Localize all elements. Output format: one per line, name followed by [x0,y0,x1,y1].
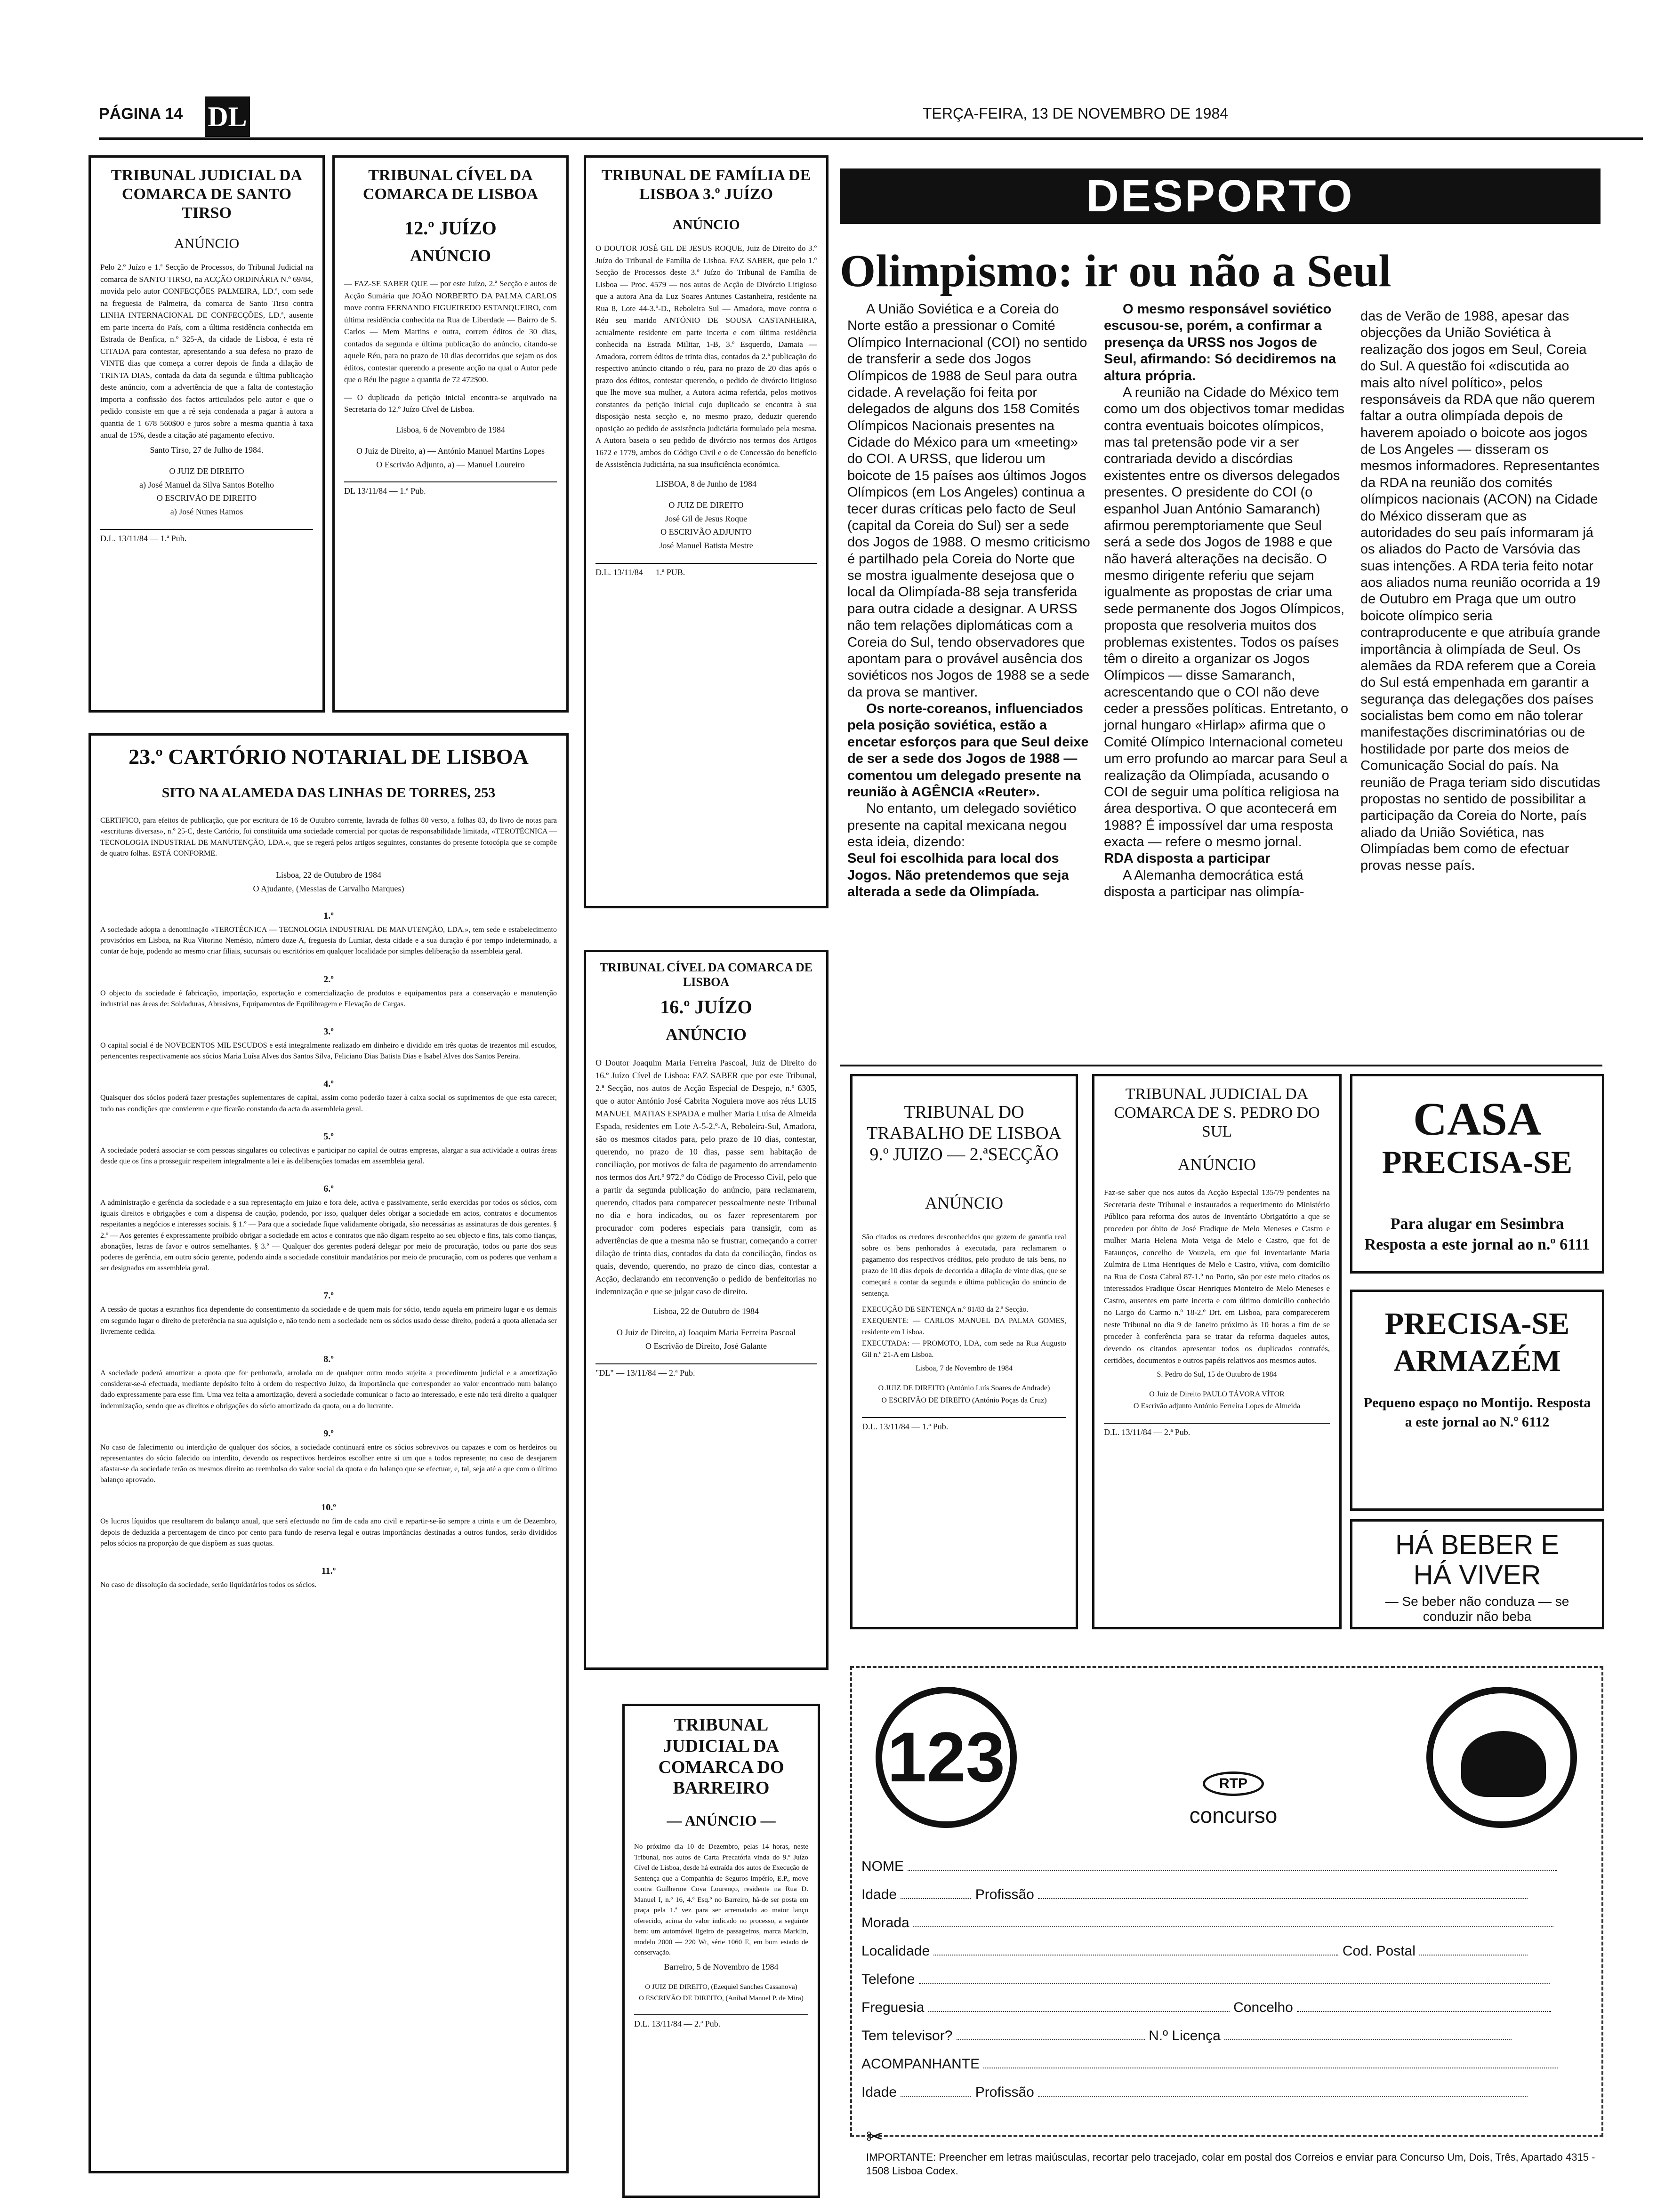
ad-headline-2: HÁ VIVER [1413,1559,1541,1590]
notice-title: TRIBUNAL JUDICIAL DA COMARCA DE S. PEDRO DO SUL [1114,1085,1320,1141]
ad-text: Pequeno espaço no Montijo. Resposta a este jornal ao N.º 6112 [1363,1395,1591,1430]
notice-anuncio: — ANÚNCIO — [667,1812,776,1829]
judge-signature: O JUIZ DE DIREITO, (Ezequiel Sanches Cassanova) [645,1983,797,1991]
notice-body: O DOUTOR JOSÉ GIL DE JESUS ROQUE, Juiz de Direito do 3.º Juízo do Tribunal de Família de Lisboa. FAZ SABER, que pelo 1.º Secção de Processos deste 3.º Juízo do Tribunal de Família de Lisboa — Proc. 4579 — nos autos de Acção de Divórcio Litigioso que a autora Ana da Luz Soares Antunes Castanheira, residente na Rua 8, Lote 44-3.º-D., Reboleira Sul — Amadora, move contra o Réu seu marido ANTÓNIO DE SOUSA CASTANHEIRA, actualmente residente em parte incerta e com última residência conhecida na Estrada Militar, 1-B, 3.º Esquerdo, Damaia — Amadora, correm éditos de trinta dias, contados da 2.ª publicação do respectivo anúncio citando o réu, para no prazo de 20 dias após o prazo dos éditos, contestar querendo, o pedido de divórcio litigioso que lhe move sua mulher, a Autora acima referida, pelos motivos constantes da petição inicial cujo duplicado se encontra à sua disposição nesta secção e, no mesmo prazo, deduzir querendo oposição ao pedido de assistência judiciária formulado pela mesma. A Autora baseia o seu pedido de divórcio nos termos dos Artigos 1672 e 1779, ambos do Código Civil e o de Concessão do benefício de Assistência Judiciária, na sua insuficiência económica. [595,244,817,469]
field-freguesia[interactable]: Freguesia Concelho [861,2000,1551,2016]
scissors-icon: ✂ [866,2125,884,2149]
notice-title: TRIBUNAL DO TRABALHO DE LISBOA 9.º JUIZO — 2.ªSECÇÃO [867,1102,1062,1164]
notice-place-date: Lisboa, 7 de Novembro de 1984 [915,1364,1013,1373]
article-subheading: RDA disposta a participar [1104,851,1271,866]
clerk-signature: O Escrivão adjunto António Ferreira Lopes de Almeida [1133,1402,1301,1411]
notice-anuncio: ANÚNCIO [174,236,240,252]
contest-label: concurso [1189,1803,1278,1827]
notice-subtitle: SITO NA ALAMEDA DAS LINHAS DE TORRES, 253 [161,785,496,801]
section-banner [840,168,1601,224]
exequente-text: EXEQUENTE: — CARLOS MANUEL DA PALMA GOMES, residente em Lisboa. [862,1317,1066,1337]
notice-body: São citados os credores desconhecidos que gozem de garantia real sobre os bens penhorados à executada, para reclamarem o pagamento dos respectivos créditos, pelo produto de tais bens, no prazo de 10 dias depois de decorrida a dilação de vinte dias, que se começará a contar da segunda e última publicação do anúncio de sentença. [862,1233,1066,1298]
contest-logo: 123 [876,1687,1017,1828]
notice-santo-tirso [88,155,325,713]
notice-body: No próximo dia 10 de Dezembro, pelas 14 horas, neste Tribunal, nos autos de Carta Precatória vinda do 9.º Juízo Cível de Lisboa, desde há extraída dos autos de Execução de Sentença que a Companhia de Seguros Império, E.P., move contra Guilherme Cova Lourenço, residente na Rua D. Manuel I, n.º 16, 4.º Esq.º no Barreiro, há-de ser posta em praça pela 1.ª vez para ser arrematado ao maior lanço oferecido, acima do valor indicado no processo, a seguinte bem: um automóvel ligeiro de passageiros, marca Marklin, modelo 2000 — 220 Wt, série 1060 E, em bom estado de conservação. [634,1843,808,1957]
executada-text: EXECUTADA: — PROMOTO, LDA, com sede na Rua Augusto Gil n.º 21-A em Lisboa. [862,1339,1066,1359]
rtp-logo-icon: RTP [1203,1771,1264,1796]
notice-anuncio: ANÚNCIO [672,217,740,233]
notice-barreiro [622,1704,820,2198]
clause-number: 9.º [323,1428,334,1439]
article-text: No entanto, um delegado soviético presente na capital mexicana negou esta ideia, dizendo: [847,801,1077,850]
article-text-bold: O mesmo responsável soviético escusou-se, porém, a confirmar a presença da URSS nos Jogos de Seul, afirmando: Só decidiremos na altura própria. [1104,302,1336,384]
notice-dl: "DL" — 13/11/84 — 2.ª Pub. [595,1363,817,1378]
clause-number: 11.º [321,1566,336,1577]
notice-title: TRIBUNAL JUDICIAL DA COMARCA DO BARREIRO [658,1715,784,1798]
field-nome[interactable]: NOME [861,1859,1557,1875]
ad-subheadline: PRECISA-SE [1382,1144,1573,1180]
notice-dl: D.L. 13/11/84 — 2.ª Pub. [634,2014,808,2029]
notice-title: TRIBUNAL CÍVEL DA COMARCA DE LISBOA [599,961,813,989]
clerk-title: O ESCRIVÃO DE DIREITO [156,493,257,503]
clause-text: A sociedade poderá associar-se com pessoas singulares ou colectivas e participar no capital de outras empresas, alargar a sua actividade a outras áreas desde que os fins a prosseguir respeitem integralmente a lei e às deliberações tomadas em assembleia geral. [100,1146,557,1165]
article-bottom-rule [840,1065,1602,1066]
article-text: das de Verão de 1988, apesar das objecções da União Soviética à realização dos jogos em Seul, Coreia do Sul. A questão foi «discutida ao mais alto nível político», pelos responsáveis da RDA que não querem faltar a outra olimpíada depois de haverem apoiado o boicote aos jogos de Los Angeles — disseram os mesmos informadores. Representantes da RDA na reunião dos comités olímpicos nacionais (ACON) na Cidade do México disseram que as autoridades do seu país informaram já os aliados do Pacto de Varsóvia das suas intenções. A RDA teria feito notar aos aliados numa reunião ocorrida a 19 de Outubro em Praga que um outro boicote olímpico seria contraproducente e que atribuía grande importância à olimpíada de Seul. Os alemães da RDA referem que a Coreia do Sul está empenhada em garantir a segurança das delegações dos países socialistas bem como em não tolerar manifestações discriminatórias ou de hostilidade por parte dos meios de Comunicação Social do país. Na reunião de Praga teriam sido discutidas propostas no sentido de possibilitar a participação da Coreia do Norte, país aliado da União Soviética, nas Olimpíadas bem como de efectuar provas nesse país. [1360,309,1601,874]
notice-cartorio-notarial [88,733,569,2173]
clerk-signature: O Escrivão de Direito, José Galante [645,1341,767,1351]
clause-text: No caso de dissolução da sociedade, serão liquidatários todos os sócios. [100,1581,317,1589]
notice-sao-pedro-do-sul [1092,1074,1342,1629]
ad-casa-precisa-se [1350,1074,1604,1274]
notice-place-date: LISBOA, 8 de Junho de 1984 [656,479,756,489]
clause-number: 6.º [323,1184,334,1194]
notice-place-date: Barreiro, 5 de Novembro de 1984 [664,1962,779,1972]
clause-text: Quaisquer dos sócios poderá fazer prestações suplementares de capital, assim como poderão fazer à caixa social os suprimentos de que esta carecer, tudo nas condições que convierem e que ficarão constando da acta da assembleia geral. [100,1094,557,1113]
field-idade-profissao[interactable]: Idade Profissão [861,1887,1528,1903]
execucao-text: EXECUÇÃO DE SENTENÇA n.º 81/83 da 2.ª Secção. [862,1306,1029,1314]
clerk-name: José Manuel Batista Mestre [659,541,753,551]
notice-court: 16.º JUÍZO [660,996,752,1018]
notice-familia-lisboa [584,155,828,908]
notice-intro: CERTIFICO, para efeitos de publicação, que por escritura de 16 de Outubro corrente, lavrada de folhas 80 verso, a folhas 83, do livro de notas para «escrituras diversas», n.º 25-C, deste Cartório, foi constituída uma sociedade comercial por quotas de responsabilidade limitada, «TEROTÉCNICA — TECNOLOGIA INDUSTRIAL DE MANUTENÇÃO, LDA.», que se regerá pelos artigos seguintes, constantes do presente fotocópia que se compõe de quatro folhas. ESTÁ CONFORME. [100,817,557,858]
notice-place-date: Santo Tirso, 27 de Julho de 1984. [150,445,264,455]
mascot-icon [1426,1687,1577,1828]
article-text: A reunião na Cidade do México tem como um dos objectivos tomar medidas contra eventuais boicotes olímpicos, mas tal pretensão pode vir a ser contrariada devido a discórdias existentes entre os diversos delegados presentes. O presidente do COI (o espanhol Juan António Samaranch) afirmou peremptoriamente que Seul será a sede dos Jogos de 1988 e que não haverá alterações na decisão. O mesmo dirigente referiu que sejam igualmente as propostas de criar uma sede permanente dos Jogos Olímpicos, proposta que resolveria muitos dos problemas existentes. Todos os países têm o direito a organizar os Jogos Olímpicos — disse Samaranch, acrescentando que o COI não deve ceder a pressões políticas. Entretanto, o jornal hungaro «Hirlap» afirma que o Comité Olímpico Internacional cometeu um erro profundo ao marcar para Seul a realização da Olimpíada, acusando o COI de seguir uma política religiosa na área desportiva. O que acontecerá em 1988? É impossível dar uma resposta exacta — refere o mesmo jornal. [1104,385,1349,850]
rtp-brand [1163,1771,1304,1828]
ad-headline: CASA [1413,1093,1542,1145]
field-morada[interactable]: Morada [861,1915,1553,1931]
judge-title: O JUIZ DE DIREITO [169,466,244,476]
clause-number: 4.º [323,1079,334,1090]
coupon-instructions: IMPORTANTE: Preencher em letras maiúsculas, recortar pelo tracejado, colar em postal dos Correios e enviar para Concurso Um, Dois, Três, Apartado 4315 - 1508 Lisboa Codex. [866,2151,1595,2177]
field-telefone[interactable]: Telefone [861,1972,1550,1988]
notice-place-date: Lisboa, 6 de Novembro de 1984 [396,425,505,434]
clause-number: 8.º [323,1354,334,1364]
notice-title: TRIBUNAL CÍVEL DA COMARCA DE LISBOA [362,167,539,203]
notice-dl: D.L. 13/11/84 — 1.ª Pub. [100,529,313,544]
ad-ha-beber [1350,1519,1604,1629]
notice-court: 12.º JUÍZO [404,217,497,239]
contest-coupon [850,1666,1603,2137]
clerk-signature: O ESCRIVÃO DE DIREITO (António Poças da Cruz) [881,1396,1047,1405]
notice-civel-lisboa-12 [332,155,569,713]
clause-list [100,911,557,1590]
notice-anuncio: ANÚNCIO [1178,1155,1256,1174]
clerk-signature: O ESCRIVÃO DE DIREITO, (Aníbal Manuel P. de Mira) [639,1994,804,2002]
clerk-signature: O Escrivão Adjunto, a) — Manuel Loureiro [376,459,525,469]
article-text: A Alemanha democrática está disposta a participar nas olimpía- [1104,867,1304,900]
page-header [99,96,1643,139]
judge-signature: O Juiz de Direito PAULO TÁVORA VÍTOR [1149,1390,1285,1398]
article-headline: Olimpismo: ir ou não a Seul [840,246,1392,297]
ad-headline: PRECISA-SE ARMAZÉM [1384,1306,1570,1378]
notice-place-date: S. Pedro do Sul, 15 de Outubro de 1984 [1157,1370,1277,1378]
notice-body: Faz-se saber que nos autos da Acção Especial 135/79 pendentes na Secretaria deste Tribunal e instaurados a requerimento do Ministério Público para reforma dos autos de Inventário Obrigatório a que se procedeu por óbito de José Fradique de Melo Meneses e Castro e mulher Maria Helena Mota Veiga de Melo e Castro, que foi de Fataunços, concelho de Vouzela, em que foi inventariante Maria Zulmira de Lima Henriques de Melo e Castro, viúva, com domicílio na Rua de Costa Cabral 87-1.º no Porto, são por este meio citados os interessados Fradique Óscar Henriques Monteiro de Melo Meneses e Castro, ausentes em parte incerta e com último domicílio conhecido no Largo do Carmo n.º 18-2.º Drt. em Lisboa, para comparecerem neste Tribunal no dia 9 de Janeiro próximo às 10 horas a fim de se proceder à conferência para se tratar da reforma daqueles autos, devendo os citandos apresentar todos os duplicados contrafés, certidões, documentos e outros papéis relativos aos mesmos autos. [1104,1188,1330,1365]
clause-text: A cessão de quotas a estranhos fica dependente do consentimento da sociedade e de quem mais for sócio, tendo aquela em primeiro lugar e os demais em segundo lugar o direito de preferência na sua aquisição e, não tendo nem a sociedade nem os sócios usado desse direito, poderá a quota alienada ser livremente cedida. [100,1306,557,1336]
clause-text: O objecto da sociedade é fabricação, importação, exportação e comercialização de produtos e equipamentos para a conservação e manutenção industrial nas áreas de: Soldaduras, Abrasivos, Equipamentos de Equilibragem e Elevação de Cargas. [100,989,557,1008]
judge-title: O JUIZ DE DIREITO [668,500,744,510]
notice-civel-lisboa-16 [584,950,828,1670]
ad-text: — Se beber não conduza — se conduzir não beba [1385,1594,1569,1624]
notice-body-2: — O duplicado da petição inicial encontra-se arquivado na Secretaria do 12.º Juízo Cível de Lisboa. [344,393,557,414]
judge-signature: O Juiz de Direito, a) — António Manuel Martins Lopes [356,446,545,456]
judge-name: a) José Manuel da Silva Santos Botelho [139,480,274,489]
article-column-2 [1104,301,1349,1064]
clause-text: A sociedade poderá amortizar a quota que for penhorada, arrolada ou de qualquer outro modo sujeita a procedimento judicial e a amortização considerar-se-á efectuada, mediante depósito feito à ordem do respectivo Juízo, da importância que corresponder ao valor encontrado num balanço dado expressamente para esse fim. Uma vez feita a amortização, deverá a sociedade comunicar o facto ao interessado, e este não terá direito a qualquer indemnização, sendo que as direitos e obrigações do sócio amortizado da quota, ou a do lucrante. [100,1369,557,1410]
article-text: A União Soviética e a Coreia do Norte estão a pressionar o Comité Olímpico Internacional (COI) no sentido de transferir a sede dos Jogos Olímpicos de 1988 de Seul para outra cidade. A revelação foi feita por delegados de alguns dos 158 Comités Olímpicos Nacionais presentes na Cidade do México para um «meeting» do COI. A URSS, que liderou um boicote de 15 países aos últimos Jogos Olímpicos (em Los Angeles) continua a tecer duras críticas pelo facto de Seul (capital da Coreia do Sul) ser a sede dos Jogos de 1988. O mesmo criticismo é partilhado pela Coreia do Norte que se mostra igualmente desejosa que o local da Olimpíada-88 seja transferida para outra cidade a designar. A URSS não tem relações diplomáticas com a Coreia do Sul, tendo observadores que apontam para o provável ausência dos soviéticos nos Jogos de 1988 se a sede da prova se mantiver. [847,302,1090,700]
notice-place-date: Lisboa, 22 de Outubro de 1984 [276,870,381,880]
article-column-3 [1360,308,1601,1064]
notice-signature: O Ajudante, (Messias de Carvalho Marques) [253,884,404,894]
article-quote: Seul foi escolhida para local dos Jogos. Não pretendemos que seja alterada a sede da Olimpíada. [847,851,1069,900]
field-acompanhante-idade[interactable]: Idade Profissão [861,2084,1528,2100]
clause-number: 5.º [323,1131,334,1142]
notice-place-date: Lisboa, 22 de Outubro de 1984 [653,1306,759,1316]
page-number: PÁGINA 14 [99,105,183,123]
header-rule [99,137,1643,140]
ad-precisa-se-armazem [1350,1290,1604,1511]
ad-headline-1: HÁ BEBER E [1395,1530,1560,1560]
newspaper-logo: DL [205,96,250,137]
clause-number: 7.º [323,1290,334,1301]
notice-body: — FAZ-SE SABER QUE — por este Juízo, 2.ª Secção e autos de Acção Sumária que JOÃO NORBERTO DA PALMA CARLOS move contra FERNANDO FIGUEIREDO ESTANQUEIRO, com última residência conhecida na Rua de Liberdade — Bairro de S. Carlos — Mem Martins e outra, correm éditos de 30 dias, contados da segunda e última publicação do anúncio, citando-se aquele Réu, para no prazo de 10 dias decorridos que sejam os dos éditos, contestar querendo a presente acção na qual o Autor pede que o Réu lhe pague a quantia de 72 472$00. [344,279,557,385]
article-text-bold: Os norte-coreanos, influenciados pela posição soviética, estão a encetar esforços para que Seul deixe de ser a sede dos Jogos de 1988 — comentou um delegado presente na reunião à AGÊNCIA «Reuter». [847,701,1089,800]
ad-text: Para alugar em Sesimbra Resposta a este jornal ao n.º 6111 [1364,1215,1590,1254]
section-title: DESPORTO [1086,171,1354,221]
notice-title: TRIBUNAL JUDICIAL DA COMARCA DE SANTO TIRSO [111,167,303,222]
issue-date: TERÇA-FEIRA, 13 DE NOVEMBRO DE 1984 [923,105,1229,122]
clause-text: O capital social é de NOVECENTOS MIL ESCUDOS e está integralmente realizado em dinheiro e dividido em três quotas de trezentos mil escudos, pertencentes respectivamente aos sócios Maria Luísa Alves dos Santos Silva, Feliciano Dias Batista Dias e Isabel Alves dos Santos Pereira. [100,1041,557,1061]
notice-anuncio: ANÚNCIO [410,246,491,265]
field-localidade[interactable]: Localidade Cod. Postal [861,1943,1528,1959]
field-televisor[interactable]: Tem televisor? N.º Licença [861,2028,1512,2044]
clause-number: 3.º [323,1026,334,1037]
notice-anuncio: ANÚNCIO [665,1025,747,1044]
judge-name: José Gil de Jesus Roque [665,513,747,523]
notice-body: Pelo 2.º Juízo e 1.ª Secção de Processos, do Tribunal Judicial na comarca de SANTO TIRSO, na ACÇÃO ORDINÁRIA N.º 69/84, movida pelo autor CONFECÇÕES PALMEIRA, LD.ª, com sede na freguesia de Palmeira, da comarca de Santo Tirso contra LINHA INTERNACIONAL DE CONFECÇÕES, LD.ª, ausente em parte incerta do País, com a última residência conhecida em Estrada de Benfica, n.º 325-A, da cidade de Lisboa, é esta ré CITADA para contestar, apresentando a sua defesa no prazo de VINTE dias que começa a correr depois de finda a dilação de TRINTA DIAS, contada da data da segunda e última publicação deste anúncio, com a advertência de que a falta de contestação importa a confissão dos factos articulados pelo autor e que o pedido consiste em que a ré seja condenada a pagar à autora a quantia de 1 678 560$00 e juros sobre a mesma quantia à taxa anual de 15%, desde a citação até pagamento efectivo. [100,263,313,440]
notice-body: O Doutor Joaquim Maria Ferreira Pascoal, Juiz de Direito do 16.º Juízo Cível de Lisboa: FAZ SABER que por este Tribunal, 2.ª Secção, nos autos de Acção Especial de Despejo, n.º 6305, que o autor António José Cabrita Noguiera move aos réus LUIS MANUEL MATIAS ESPADA e mulher Maria Luísa de Almeida Espada, residentes em Lote A-5-2.º-A, Reboleira-Sul, Amadora, são os mesmos citados para, pelo prazo de 10 dias, contestar, querendo, no prazo de 10 dias, passe sem habitação de conciliação, por motivos de falta de pagamento do arrendamento nos termos dos Art.º 972.º do Código de Processo Civil, pelo que a partir da segunda publicação do anúncio, para reclamarem, querendo, citados para comparecer pessoalmente neste Tribunal no dia e hora indicados, ou os fazer representarem por procurador com poderes especiais para transigir, com as advertências de que a mesma não se frustrar, começando a correr dilação de trinta dias, contados da data da conciliação, findos os quais, devendo, querendo, no prazo de cinco dias, contestar a Acção, declarando em reconvenção o pedido de benfeitorias no indemnização e que se julgar caso de direito. [595,1058,817,1297]
field-acompanhante[interactable]: ACOMPANHANTE [861,2056,1558,2072]
clause-number: 2.º [323,974,334,985]
clause-number: 10.º [321,1502,336,1513]
notice-dl: D.L. 13/11/84 — 1.ª PUB. [595,563,817,577]
article-column-1 [847,301,1092,1064]
notice-title: TRIBUNAL DE FAMÍLIA DE LISBOA 3.º JUÍZO [601,167,811,203]
clause-text: No caso de falecimento ou interdição de qualquer dos sócios, a sociedade continuará entre os sócios sobrevivos ou capazes e com os herdeiros ou representantes do sócio falecido ou interdito, devendo os respectivos herdeiros escolher entre si um que a todos represente; no caso de desejarem afastar-se da sociedade terão os mesmos direito ao reembolso do valor social da quota e do balanço que se efectuar, e, tal, seja até a que com o último balanço aprovado. [100,1443,557,1484]
clerk-name: a) José Nunes Ramos [170,507,243,517]
notice-title: 23.º CARTÓRIO NOTARIAL DE LISBOA [129,745,529,769]
notice-dl: DL 13/11/84 — 1.ª Pub. [344,481,557,496]
clerk-title: O ESCRIVÃO ADJUNTO [660,527,752,537]
notice-trabalho-lisboa [850,1074,1078,1629]
clause-text: A sociedade adopta a denominação «TEROTÉCNICA — TECNOLOGIA INDUSTRIAL DE MANUTENÇÃO, LDA.», tem sede e estabelecimento provisórios em Lisboa, na Rua Vitorino Nemésio, número doze-A, freguesia do Lumiar, desta cidade e a sua duração é por tempo indeterminado, a contar de hoje, podendo ao mesmo criar filiais, sucursais ou escritórios em qualquer localidade por simples deliberação da assembleia geral. [100,926,557,956]
notice-anuncio: ANÚNCIO [925,1194,1003,1213]
judge-signature: O Juiz de Direito, a) Joaquim Maria Ferreira Pascoal [616,1328,796,1338]
judge-signature: O JUIZ DE DIREITO (António Luís Soares de Andrade) [878,1384,1050,1393]
notice-dl: D.L. 13/11/84 — 2.ª Pub. [1104,1423,1330,1437]
clause-text: A administração e gerência da sociedade e a sua representação em juízo e fora dele, activa e passivamente, serão exercidas por todos os sócios, com iguais direitos e obrigações e com a dispensa de caução, podendo, por isso, qualquer deles obrigar a sociedade em actos, contratos e documentos respeitantes a negócios e interesses sociais. § 1.º — Para que a sociedade fique validamente obrigada, são necessárias as assinaturas de dois gerentes. § 2.º — Aos gerentes é expressamente proibido obrigar a sociedade em actos e contratos que não digam respeito ao seu objecto e fins, tais como fianças, abonações, letras de favor e outros semelhantes. § 3.º — Qualquer dos gerentes poderá delegar por meio de procuração, todos ou parte dos seus poderes de gerência, em outro sócio gerente, podendo ainda a sociedade constituir mandatários por meio de procuração, com os poderes que venham a ser designados em assembleia geral. [100,1199,557,1273]
clause-text: Os lucros líquidos que resultarem do balanço anual, que será efectuado no fim de cada ano civil e repartir-se-ão sempre a trinta e um de Dezembro, depois de deduzida a percentagem de cinco por cento para fundo de reserva legal e outras importâncias destinadas a outros fundos, serão divididos pelos sócios na proporção de que dispõem as suas quotas. [100,1517,557,1547]
clause-number: 1.º [323,911,334,922]
notice-dl: D.L. 13/11/84 — 1.ª Pub. [862,1417,1066,1432]
